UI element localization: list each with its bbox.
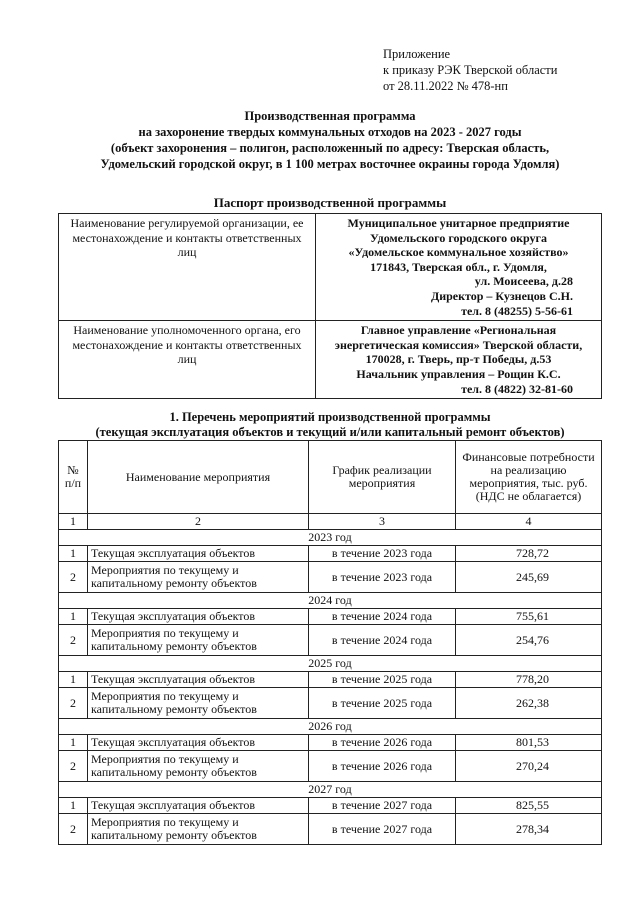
passport-value-line: Удомельского городского округа [370,230,547,245]
passport-value-line: Главное управление «Региональная [360,323,557,338]
row-schedule: в течение 2025 года [309,672,456,688]
row-activity: Мероприятия по текущему и капитальному ремонту объектов [88,751,309,782]
passport-label: Наименование регулируемой организации, ее местонахождение и контакты ответственных лиц [59,214,316,321]
row-activity: Текущая эксплуатация объектов [88,735,309,751]
section-heading-line: 1. Перечень мероприятий производственной программы [169,410,491,424]
table-header-row [59,441,602,514]
section-heading [40,410,620,440]
passport-value-line: ул. Моисеева, д.28 [474,274,573,289]
row-value: 262,38 [456,688,602,719]
row-schedule: в течение 2024 года [309,609,456,625]
row-number: 2 [59,562,88,593]
passport-value [316,321,602,399]
row-value: 254,76 [456,625,602,656]
passport-value-line: тел. 8 (48255) 5-56-61 [461,303,573,318]
table-row [59,688,602,719]
passport-label: Наименование уполномоченного органа, его местонахождение и контакты ответственных лиц [59,321,316,399]
table-row [59,609,602,625]
row-value: 801,53 [456,735,602,751]
row-activity: Текущая эксплуатация объектов [88,609,309,625]
row-value: 270,24 [456,751,602,782]
year-label: 2023 год [59,530,602,546]
row-value: 755,61 [456,609,602,625]
year-label: 2025 год [59,656,602,672]
column-number-row [59,514,602,530]
table-row [59,798,602,814]
row-activity: Мероприятия по текущему и капитальному ремонту объектов [88,625,309,656]
row-schedule: в течение 2025 года [309,688,456,719]
row-activity: Мероприятия по текущему и капитальному ремонту объектов [88,814,309,845]
row-schedule: в течение 2026 года [309,735,456,751]
passport-row-authority [59,321,602,399]
table-row [59,735,602,751]
row-value: 278,34 [456,814,602,845]
year-label: 2024 год [59,593,602,609]
row-activity: Текущая эксплуатация объектов [88,672,309,688]
row-activity: Текущая эксплуатация объектов [88,798,309,814]
year-row [59,656,602,672]
passport-value-line: 171843, Тверская обл., г. Удомля, [370,259,547,274]
header-name: Наименование мероприятия [88,441,309,514]
row-number: 2 [59,625,88,656]
title-line: (объект захоронения – полигон, расположенный по адресу: Тверская область, [110,141,550,155]
passport-value-line: энергетическая комиссия» Тверской области, [334,337,583,352]
passport-value-line: тел. 8 (4822) 32-81-60 [461,381,573,396]
row-activity: Мероприятия по текущему и капитальному ремонту объектов [88,688,309,719]
passport-value-line: 170028, г. Тверь, пр-т Победы, д.53 [365,352,552,367]
year-row [59,719,602,735]
passport-value-line: Муниципальное унитарное предприятие [347,216,570,230]
year-row [59,530,602,546]
row-number: 1 [59,672,88,688]
row-number: 1 [59,735,88,751]
annex-line: от 28.11.2022 № 478-нп [383,79,508,93]
table-row [59,751,602,782]
annex-line: к приказу РЭК Тверской области [383,63,558,77]
row-number: 1 [59,609,88,625]
activities-table [58,440,602,845]
row-number: 2 [59,751,88,782]
passport-value [316,214,602,321]
passport-row-organization [59,214,602,321]
row-number: 1 [59,798,88,814]
row-number: 2 [59,814,88,845]
passport-value-line: Директор – Кузнецов С.Н. [430,288,573,303]
row-value: 825,55 [456,798,602,814]
year-label: 2026 год [59,719,602,735]
column-number: 3 [309,514,456,530]
row-schedule: в течение 2027 года [309,798,456,814]
table-row [59,672,602,688]
table-row [59,625,602,656]
row-schedule: в течение 2027 года [309,814,456,845]
row-activity: Текущая эксплуатация объектов [88,546,309,562]
year-label: 2027 год [59,782,602,798]
row-activity: Мероприятия по текущему и капитальному ремонту объектов [88,562,309,593]
title-line: Удомельский городской округ, в 1 100 метрах восточнее окраины города Удомля) [100,157,560,171]
passport-value-line: «Удомельское коммунальное хозяйство» [348,245,569,260]
header-schedule: График реализации мероприятия [309,441,456,514]
column-number: 1 [59,514,88,530]
column-number: 2 [88,514,309,530]
row-number: 2 [59,688,88,719]
row-schedule: в течение 2023 года [309,562,456,593]
title-line: Производственная программа [244,109,416,123]
annex-block [383,46,557,94]
column-number: 4 [456,514,602,530]
header-finance: Финансовые потребности на реализацию мероприятия, тыс. руб. (НДС не облагается) [456,441,602,514]
year-row [59,782,602,798]
passport-value-line: Начальник управления – Рощин К.С. [356,366,561,381]
section-heading-line: (текущая эксплуатация объектов и текущий и/или капитальный ремонт объектов) [95,425,565,439]
table-row [59,562,602,593]
annex-line: Приложение [383,47,451,61]
row-schedule: в течение 2023 года [309,546,456,562]
year-row [59,593,602,609]
row-value: 778,20 [456,672,602,688]
row-value: 728,72 [456,546,602,562]
passport-heading: Паспорт производственной программы [213,195,447,210]
table-row [59,814,602,845]
header-num: № п/п [59,441,88,514]
passport-table [58,213,602,399]
row-number: 1 [59,546,88,562]
table-row [59,546,602,562]
row-schedule: в течение 2024 года [309,625,456,656]
title-line: на захоронение твердых коммунальных отходов на 2023 - 2027 годы [138,125,522,139]
row-schedule: в течение 2026 года [309,751,456,782]
document-title [40,108,620,172]
row-value: 245,69 [456,562,602,593]
